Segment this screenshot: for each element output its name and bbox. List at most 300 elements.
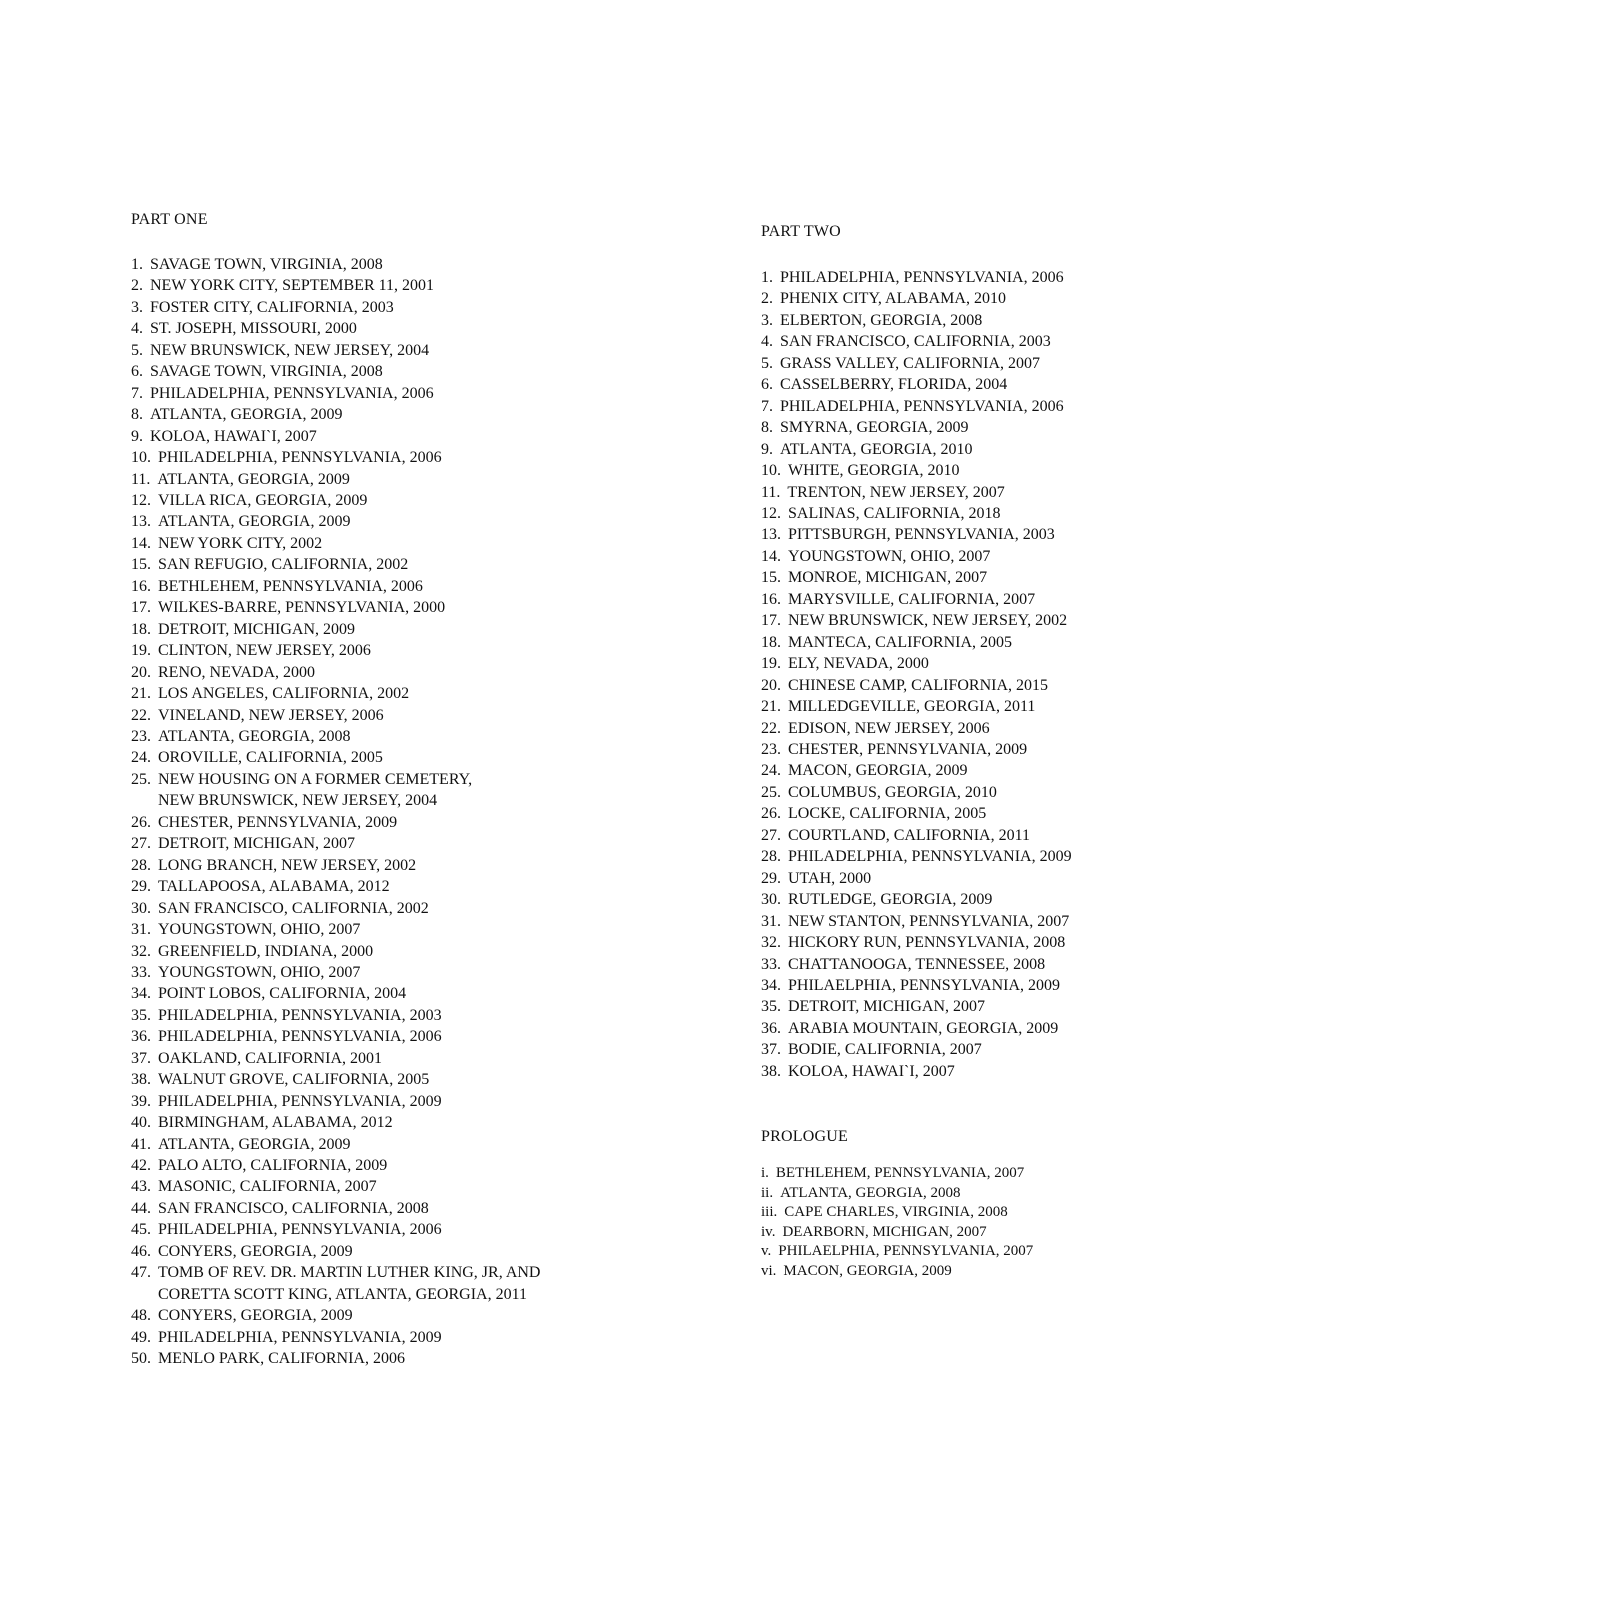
part-one-item-text [158, 983, 406, 1004]
part-two-item-line: RUTLEDGE, GEORGIA, 2009 [788, 891, 993, 909]
part-one-item-text [158, 576, 423, 597]
part-one-item-line: CORETTA SCOTT KING, ATLANTA, GEORGIA, 2011 [158, 1285, 527, 1303]
part-one-item-text [158, 1134, 350, 1155]
part-one-item-line: VILLA RICA, GEORGIA, 2009 [158, 491, 368, 509]
part-two-item-line: MONROE, MICHIGAN, 2007 [788, 569, 988, 587]
part-two-item [761, 310, 1381, 331]
part-one-item-line: NEW BRUNSWICK, NEW JERSEY, 2004 [158, 792, 438, 810]
part-one-item-line: NEW YORK CITY, 2002 [158, 534, 323, 552]
part-one-item-number: 31. [131, 921, 151, 939]
part-one-item [131, 726, 731, 747]
part-two-item [761, 353, 1381, 374]
part-two-item-text [788, 996, 985, 1017]
part-one-item-text [158, 876, 390, 897]
part-one-item [131, 962, 731, 983]
part-one-item [131, 1305, 731, 1326]
part-one-item-number: 29. [131, 878, 151, 896]
part-one-item-text [158, 941, 373, 962]
part-one-item [131, 554, 731, 575]
part-two-item-line: UTAH, 2000 [788, 869, 872, 887]
part-two-item-number: 23. [761, 740, 781, 758]
part-one-item-text [158, 833, 355, 854]
part-two-item-number: 17. [761, 612, 781, 630]
part-one-item-line: SAN FRANCISCO, CALIFORNIA, 2008 [158, 1199, 429, 1217]
part-two-item-line: CHESTER, PENNSYLVANIA, 2009 [788, 740, 1028, 758]
part-one-item-number: 16. [131, 577, 151, 595]
prologue-item [761, 1203, 1381, 1223]
part-one-item [131, 1219, 731, 1240]
part-one-item-text [150, 340, 429, 361]
part-one-item-number: 42. [131, 1157, 151, 1175]
part-two-item [761, 396, 1381, 417]
part-one-item-line: GREENFIELD, INDIANA, 2000 [158, 942, 374, 960]
part-two-item-text [788, 718, 990, 739]
part-one-item-number: 15. [131, 556, 151, 574]
part-two-item-number: 33. [761, 955, 781, 973]
part-one-item-text [150, 426, 317, 447]
part-one-item [131, 1134, 731, 1155]
part-one-item-line: CONYERS, GEORGIA, 2009 [158, 1242, 353, 1260]
part-one-item [131, 426, 731, 447]
part-two-item-line: NEW BRUNSWICK, NEW JERSEY, 2002 [788, 612, 1068, 630]
part-one-item-line: KOLOA, HAWAI`I, 2007 [150, 427, 317, 445]
part-one-item-number: 2. [131, 277, 143, 295]
part-one-item [131, 1327, 731, 1348]
part-one-item [131, 1048, 731, 1069]
part-one-item-number: 28. [131, 856, 151, 874]
part-one-item-number: 35. [131, 1006, 151, 1024]
part-two-item [761, 417, 1381, 438]
part-two-item-number: 16. [761, 590, 781, 608]
part-two-item [761, 975, 1381, 996]
part-one-item-text [150, 254, 383, 275]
part-two-item-number: 19. [761, 655, 781, 673]
part-one-item-line: BIRMINGHAM, ALABAMA, 2012 [158, 1114, 393, 1132]
prologue-item-text [784, 1203, 1007, 1223]
part-one-item-number: 6. [131, 363, 143, 381]
part-one-item-line: YOUNGSTOWN, OHIO, 2007 [158, 963, 361, 981]
part-one-item-text [150, 275, 434, 296]
part-one-item [131, 876, 731, 897]
part-one-item-line: NEW BRUNSWICK, NEW JERSEY, 2004 [150, 341, 430, 359]
part-two-item-line: PHILADELPHIA, PENNSYLVANIA, 2006 [780, 269, 1064, 286]
part-two-item-text [780, 310, 982, 331]
part-two-item-number: 18. [761, 633, 781, 651]
part-two-item-text [788, 739, 1027, 760]
part-two-item-text [788, 546, 990, 567]
part-two-item-text [788, 954, 1045, 975]
part-two-item-line: SAN FRANCISCO, CALIFORNIA, 2003 [780, 333, 1051, 351]
part-one-item [131, 1091, 731, 1112]
part-one-item-text [158, 1305, 353, 1326]
part-two-item-number: 7. [761, 397, 773, 415]
part-one-item-number: 20. [131, 663, 151, 681]
part-two-item-line: ARABIA MOUNTAIN, GEORGIA, 2009 [788, 1019, 1059, 1037]
part-two-item-line: CHATTANOOGA, TENNESSEE, 2008 [788, 955, 1046, 973]
part-two-item [761, 439, 1381, 460]
part-one-item-number: 4. [131, 320, 143, 338]
part-one-item-line: SAVAGE TOWN, VIRGINIA, 2008 [150, 256, 383, 273]
part-two-item-text [788, 803, 986, 824]
part-two-item [761, 739, 1381, 760]
prologue-item-line: DEARBORN, MICHIGAN, 2007 [782, 1223, 987, 1240]
part-two-item-text [788, 1018, 1058, 1039]
part-one-item-line: OROVILLE, CALIFORNIA, 2005 [158, 749, 383, 767]
part-one-item [131, 1026, 731, 1047]
part-one-item-number: 44. [131, 1199, 151, 1217]
part-two-item-text [788, 696, 1035, 717]
part-one-item [131, 469, 731, 490]
part-two-item [761, 589, 1381, 610]
part-two-item-line: HICKORY RUN, PENNSYLVANIA, 2008 [788, 934, 1066, 952]
part-one-item [131, 683, 731, 704]
part-two-item-line: MACON, GEORGIA, 2009 [788, 762, 968, 780]
part-one-item-text [150, 297, 394, 318]
part-two-item-number: 12. [761, 504, 781, 522]
part-two-item-text [780, 331, 1051, 352]
part-one-item-number: 22. [131, 706, 151, 724]
part-two-item-number: 21. [761, 698, 781, 716]
part-two-item [761, 932, 1381, 953]
part-two-item-number: 15. [761, 569, 781, 587]
part-two-item-text [788, 760, 968, 781]
part-one-item-number: 36. [131, 1028, 151, 1046]
part-one-item-line: BETHLEHEM, PENNSYLVANIA, 2006 [158, 577, 423, 595]
part-one-item-line: PHILADELPHIA, PENNSYLVANIA, 2006 [150, 384, 434, 402]
part-two-item-text [788, 846, 1072, 867]
part-one-item-text [158, 705, 384, 726]
part-one-item-text [158, 1348, 405, 1369]
part-one-item-text [158, 1048, 382, 1069]
part-one-item [131, 490, 731, 511]
part-one-item [131, 254, 731, 275]
part-one-item-number: 41. [131, 1135, 151, 1153]
part-one-item [131, 447, 731, 468]
prologue-heading: PROLOGUE [761, 1128, 848, 1145]
part-two-item-text [788, 932, 1065, 953]
part-two-item [761, 782, 1381, 803]
part-two-item [761, 267, 1381, 288]
part-two-item-line: ELY, NEVADA, 2000 [788, 655, 929, 673]
part-one-item-line: SAN REFUGIO, CALIFORNIA, 2002 [158, 556, 409, 574]
part-two-item-text [788, 889, 992, 910]
part-one-item-text [158, 447, 442, 468]
part-one-item-text [158, 1005, 442, 1026]
part-two-item-line: SALINAS, CALIFORNIA, 2018 [788, 504, 1001, 522]
prologue-item-number: ii. [761, 1184, 774, 1201]
part-two-item-text [780, 396, 1064, 417]
part-one-section [131, 210, 731, 1370]
part-two-item-text [780, 439, 972, 460]
part-one-item-number: 26. [131, 813, 151, 831]
part-two-item [761, 524, 1381, 545]
part-two-item-number: 29. [761, 869, 781, 887]
prologue-item-text [776, 1164, 1024, 1184]
part-two-item-text [780, 353, 1040, 374]
part-two-item-number: 5. [761, 354, 773, 372]
part-one-item-line: OAKLAND, CALIFORNIA, 2001 [158, 1049, 382, 1067]
part-one-item [131, 275, 731, 296]
part-one-item-number: 3. [131, 298, 143, 316]
part-one-item-text [158, 1026, 442, 1047]
part-one-item-number: 9. [131, 427, 143, 445]
part-two-item-text [780, 417, 968, 438]
part-one-item-number: 47. [131, 1264, 151, 1282]
part-two-item-text [788, 632, 1012, 653]
part-one-item [131, 297, 731, 318]
part-one-item-line: FOSTER CITY, CALIFORNIA, 2003 [150, 298, 394, 316]
part-two-item-line: SMYRNA, GEORGIA, 2009 [780, 419, 969, 437]
part-one-item [131, 1112, 731, 1133]
part-one-item-number: 11. [131, 470, 151, 488]
part-one-item-text [158, 1176, 377, 1197]
prologue-item-text [782, 1223, 986, 1243]
part-two-item-text [788, 782, 997, 803]
part-two-item [761, 911, 1381, 932]
part-one-item-text [158, 962, 360, 983]
part-one-item-text [158, 683, 409, 704]
prologue-item-number: v. [761, 1243, 772, 1259]
part-one-item [131, 1069, 731, 1090]
part-one-item-line: YOUNGSTOWN, OHIO, 2007 [158, 921, 361, 939]
part-two-item [761, 1018, 1381, 1039]
part-one-heading: PART ONE [131, 211, 208, 228]
part-two-item-line: KOLOA, HAWAI`I, 2007 [788, 1062, 955, 1080]
part-two-item-number: 20. [761, 676, 781, 694]
prologue-item-text [780, 1184, 960, 1204]
part-two-item-number: 11. [761, 483, 781, 501]
part-one-item-line: PHILADELPHIA, PENNSYLVANIA, 2006 [158, 449, 442, 467]
part-one-item-number: 1. [131, 256, 143, 273]
part-one-item-number: 25. [131, 770, 151, 788]
part-two-item-text [780, 374, 1007, 395]
part-one-item-line: SAN FRANCISCO, CALIFORNIA, 2002 [158, 899, 429, 917]
part-two-item [761, 718, 1381, 739]
part-two-item-text [788, 589, 1035, 610]
part-two-item-number: 34. [761, 976, 781, 994]
part-two-section [761, 222, 1381, 1082]
part-two-item [761, 954, 1381, 975]
part-one-item-number: 37. [131, 1049, 151, 1067]
part-one-item-number: 49. [131, 1328, 151, 1346]
part-two-item-line: COURTLAND, CALIFORNIA, 2011 [788, 826, 1030, 844]
part-one-item-number: 34. [131, 985, 151, 1003]
part-two-item [761, 1061, 1381, 1082]
part-one-item-number: 46. [131, 1242, 151, 1260]
part-one-item-text [158, 1198, 429, 1219]
part-two-item-number: 6. [761, 376, 773, 394]
part-one-item [131, 1005, 731, 1026]
part-two-item-text [788, 975, 1060, 996]
prologue-item-number: vi. [761, 1262, 777, 1279]
part-two-item [761, 1039, 1381, 1060]
part-one-item-line: ATLANTA, GEORGIA, 2009 [157, 470, 350, 488]
part-two-item-number: 32. [761, 934, 781, 952]
prologue-item-number: iii. [761, 1204, 778, 1220]
prologue-item [761, 1223, 1381, 1243]
part-two-item [761, 760, 1381, 781]
part-two-item-text [787, 482, 1004, 503]
part-one-item-line: RENO, NEVADA, 2000 [158, 663, 316, 681]
prologue-item [761, 1184, 1381, 1204]
prologue-item [761, 1164, 1381, 1184]
part-one-item-number: 12. [131, 491, 151, 509]
part-two-item-number: 1. [761, 269, 773, 286]
part-one-item-text [158, 747, 383, 768]
part-one-item-text [158, 619, 355, 640]
prologue-item-line: BETHLEHEM, PENNSYLVANIA, 2007 [775, 1165, 1025, 1181]
part-one-item [131, 576, 731, 597]
part-one-item-line: SAVAGE TOWN, VIRGINIA, 2008 [150, 363, 383, 381]
part-two-item-line: ATLANTA, GEORGIA, 2010 [780, 440, 973, 458]
part-two-item-text [780, 267, 1064, 288]
part-one-item [131, 1176, 731, 1197]
part-two-item [761, 846, 1381, 867]
part-two-item-line: MILLEDGEVILLE, GEORGIA, 2011 [788, 698, 1036, 716]
part-two-item-number: 3. [761, 311, 773, 329]
part-one-item-line: ATLANTA, GEORGIA, 2009 [158, 513, 351, 531]
part-two-item [761, 288, 1381, 309]
part-one-item-line: CHESTER, PENNSYLVANIA, 2009 [158, 813, 398, 831]
part-two-item-line: YOUNGSTOWN, OHIO, 2007 [788, 547, 991, 565]
prologue-item-text [778, 1242, 1033, 1262]
part-two-item-line: MARYSVILLE, CALIFORNIA, 2007 [788, 590, 1036, 608]
part-two-item-line: TRENTON, NEW JERSEY, 2007 [787, 483, 1005, 501]
part-two-item-line: PHILADELPHIA, PENNSYLVANIA, 2009 [788, 848, 1072, 866]
prologue-list [761, 1164, 1381, 1281]
part-one-item-line: NEW YORK CITY, SEPTEMBER 11, 2001 [150, 277, 435, 295]
part-two-item-text [788, 524, 1055, 545]
part-one-item [131, 705, 731, 726]
part-one-item-text [157, 469, 349, 490]
part-two-item-text [788, 868, 871, 889]
part-one-item [131, 318, 731, 339]
prologue-item [761, 1242, 1381, 1262]
part-two-item-text [788, 911, 1069, 932]
part-one-item-text [158, 490, 367, 511]
part-one-item [131, 404, 731, 425]
part-two-item-text [788, 503, 1000, 524]
prologue-section [761, 1127, 1381, 1281]
part-two-item [761, 868, 1381, 889]
part-two-item-line: DETROIT, MICHIGAN, 2007 [788, 998, 986, 1016]
part-two-item-text [788, 610, 1067, 631]
prologue-item [761, 1262, 1381, 1282]
part-two-item [761, 460, 1381, 481]
part-two-item-line: EDISON, NEW JERSEY, 2006 [788, 719, 990, 737]
prologue-item-number: i. [761, 1165, 769, 1181]
part-one-item-line: ATLANTA, GEORGIA, 2008 [158, 727, 351, 745]
part-two-item-text [788, 825, 1030, 846]
part-one-item-number: 48. [131, 1307, 151, 1325]
part-one-item-number: 30. [131, 899, 151, 917]
part-one-item [131, 1241, 731, 1262]
part-one-list [131, 254, 731, 1370]
part-one-item-number: 21. [131, 685, 151, 703]
part-one-item-text [158, 554, 408, 575]
part-one-item-line: ATLANTA, GEORGIA, 2009 [158, 1135, 351, 1153]
part-two-item-line: GRASS VALLEY, CALIFORNIA, 2007 [780, 354, 1041, 372]
part-two-item-number: 35. [761, 998, 781, 1016]
part-one-item-number: 7. [131, 384, 143, 402]
part-two-item-number: 10. [761, 462, 781, 480]
prologue-item-number: iv. [761, 1223, 776, 1240]
part-one-item [131, 640, 731, 661]
part-two-item [761, 567, 1381, 588]
part-one-item-number: 18. [131, 620, 151, 638]
part-two-item [761, 696, 1381, 717]
part-one-item-number: 40. [131, 1114, 151, 1132]
part-one-item-line: POINT LOBOS, CALIFORNIA, 2004 [158, 985, 407, 1003]
part-one-item [131, 383, 731, 404]
part-two-item-number: 22. [761, 719, 781, 737]
part-one-item-line: ATLANTA, GEORGIA, 2009 [150, 406, 343, 424]
part-two-heading: PART TWO [761, 223, 841, 240]
part-one-item [131, 747, 731, 768]
part-two-item-number: 27. [761, 826, 781, 844]
part-one-item-line: CLINTON, NEW JERSEY, 2006 [158, 642, 371, 660]
part-one-item-number: 19. [131, 642, 151, 660]
part-one-item [131, 812, 731, 833]
part-one-item [131, 1155, 731, 1176]
part-one-item-number: 27. [131, 835, 151, 853]
prologue-item-line: ATLANTA, GEORGIA, 2008 [780, 1184, 961, 1201]
part-two-item [761, 803, 1381, 824]
part-one-item-text [158, 1155, 387, 1176]
part-one-item [131, 1262, 731, 1305]
part-two-item-line: ELBERTON, GEORGIA, 2008 [780, 311, 983, 329]
part-one-item-number: 33. [131, 963, 151, 981]
part-one-item-line: PHILADELPHIA, PENNSYLVANIA, 2009 [158, 1328, 442, 1346]
part-one-item-number: 38. [131, 1071, 151, 1089]
part-two-item-line: MANTECA, CALIFORNIA, 2005 [788, 633, 1012, 651]
part-one-item-line: DETROIT, MICHIGAN, 2007 [158, 835, 356, 853]
part-two-item [761, 374, 1381, 395]
part-two-item [761, 331, 1381, 352]
part-one-item [131, 919, 731, 940]
part-two-list [761, 267, 1381, 1082]
part-one-item-number: 32. [131, 942, 151, 960]
part-two-item-line: CHINESE CAMP, CALIFORNIA, 2015 [788, 676, 1049, 694]
part-one-item-text [158, 662, 315, 683]
part-two-item-number: 8. [761, 419, 773, 437]
part-one-item [131, 340, 731, 361]
part-one-item-number: 8. [131, 406, 143, 424]
part-one-item [131, 983, 731, 1004]
part-one-item-text [158, 726, 350, 747]
part-two-item-number: 13. [761, 526, 781, 544]
part-one-item-number: 5. [131, 341, 143, 359]
part-one-item-line: PHILADELPHIA, PENNSYLVANIA, 2006 [158, 1221, 442, 1239]
part-one-item [131, 855, 731, 876]
part-two-item [761, 503, 1381, 524]
part-one-item-number: 14. [131, 534, 151, 552]
part-two-item-line: BODIE, CALIFORNIA, 2007 [788, 1041, 982, 1059]
prologue-item-text [783, 1262, 951, 1282]
part-one-item-text [150, 318, 357, 339]
part-one-item-line: WALNUT GROVE, CALIFORNIA, 2005 [158, 1071, 430, 1089]
part-one-item-line: PALO ALTO, CALIFORNIA, 2009 [158, 1157, 388, 1175]
part-one-item-line: VINELAND, NEW JERSEY, 2006 [158, 706, 384, 724]
part-one-item-line: MASONIC, CALIFORNIA, 2007 [158, 1178, 377, 1196]
part-one-item-line: LONG BRANCH, NEW JERSEY, 2002 [158, 856, 417, 874]
part-one-item-number: 39. [131, 1092, 151, 1110]
part-two-item-number: 4. [761, 333, 773, 351]
part-two-item [761, 889, 1381, 910]
part-two-item-line: PHILADELPHIA, PENNSYLVANIA, 2006 [780, 397, 1064, 415]
part-one-item-text [158, 1219, 442, 1240]
part-two-item-text [788, 1061, 955, 1082]
